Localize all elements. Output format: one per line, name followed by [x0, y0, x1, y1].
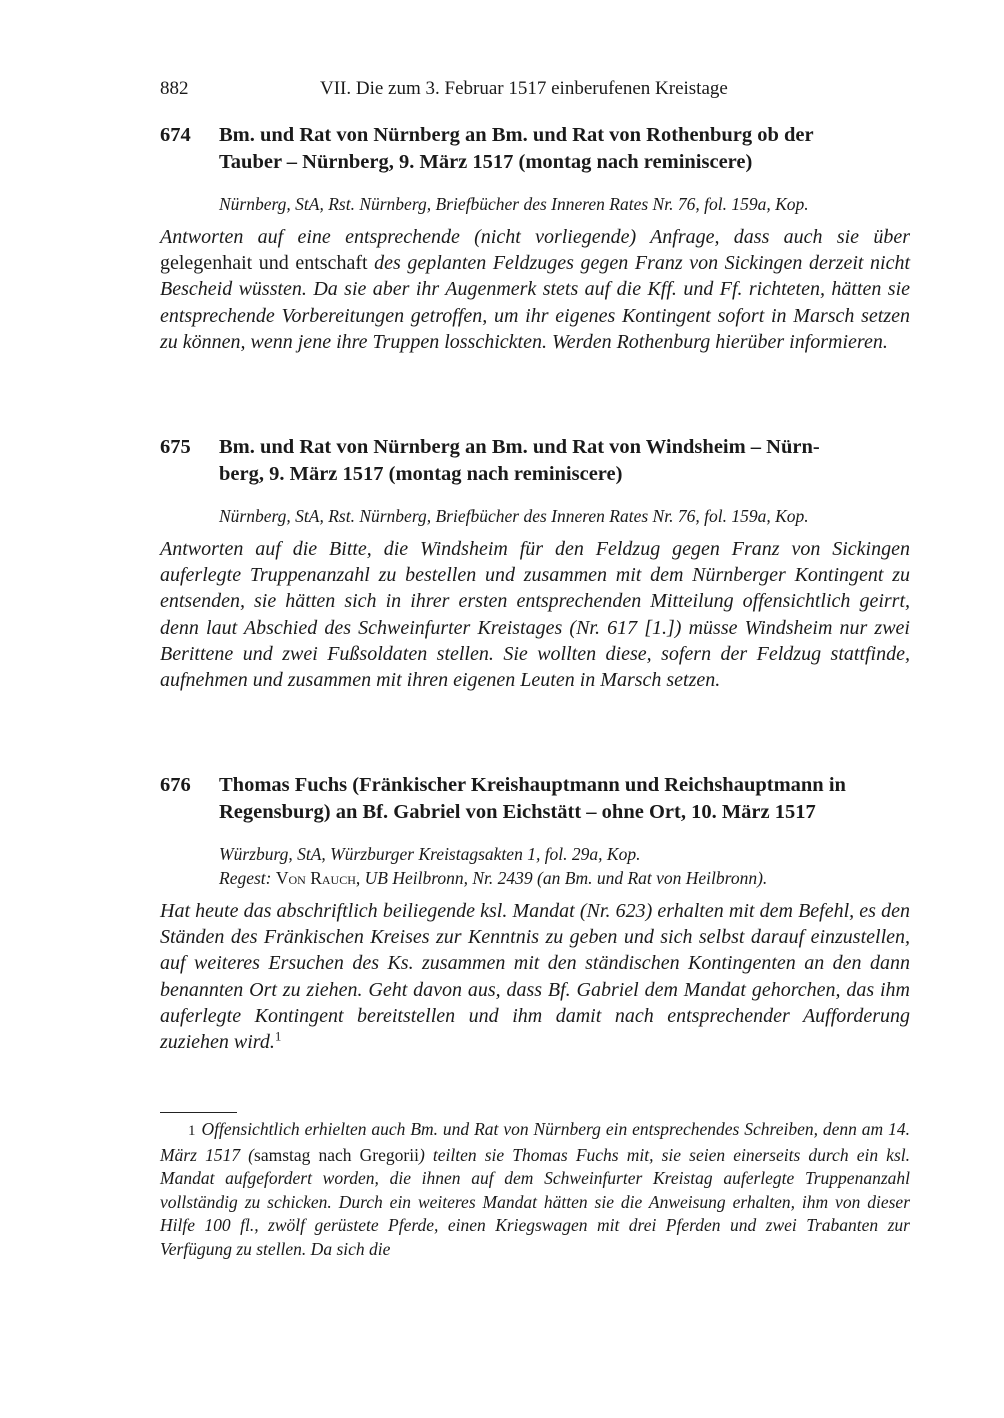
- quoted-original-text: samstag nach Gregorii: [254, 1144, 419, 1165]
- entry-title-line: berg, 9. März 1517 (montag nach reminiscere): [219, 463, 623, 485]
- entry-number: 676: [160, 774, 191, 796]
- regest-author: Von Rauch,: [275, 868, 361, 888]
- footnote-text: ) teilten sie Thomas Fuchs mit, sie seien einerseits durch ein ksl. Mandat aufgefordert worden, die ihnen auf dem Schweinfurter Kreistag auferlegte Truppenanzahl vollständig zu schicken. Durch ein weiteres Mandat hätten sie die Anweisung erhalten, ihm von dieser Hilfe 100 fl., zwölf gerüstete Pferde, einen Kriegswagen mit drei Pferden und zwei Trabanten zur Verfügung zu stellen. Da sich die: [160, 1144, 910, 1259]
- archive-source: [160, 842, 910, 890]
- document-page: [160, 78, 911, 1259]
- footnote-mark: 1: [188, 1123, 196, 1139]
- entry-number: 675: [160, 436, 191, 458]
- entry-summary: [160, 898, 910, 1055]
- footnote-text: Offensichtlich erhielten auch Bm. und Rat von Nürnberg ein entsprechendes Schreiben, denn am 14. März 1517 (: [160, 1119, 910, 1165]
- running-title: VII. Die zum 3. Februar 1517 einberufenen Kreistage: [320, 78, 728, 99]
- quoted-original-text: gelegenhait und entschaft: [160, 252, 368, 275]
- entry-number: 674: [160, 124, 191, 146]
- archive-source: Nürnberg, StA, Rst. Nürnberg, Briefbücher des Inneren Rates Nr. 76, fol. 159a, Kop.: [219, 506, 809, 526]
- footnote-reference[interactable]: 1: [274, 1028, 282, 1044]
- summary-text: des geplanten Feldzuges gegen Franz von Sickingen derzeit nicht Bescheid wüssten. Da sie aber ihr Augenmerk stets auf die Kff. und Ff. richteten, hätten sie entsprechende Vorbereitungen getroffen, um ihr eigenes Kontingent sofort in Marsch setzen zu können, wenn jene ihre Truppen losschickten. Werden Rothenburg hierüber informieren.: [160, 252, 911, 353]
- running-header: [160, 78, 910, 108]
- entry-title-line: Bm. und Rat von Nürnberg an Bm. und Rat von Rothenburg ob der: [219, 124, 814, 146]
- entry-676: [160, 772, 910, 1055]
- entry-summary: [160, 224, 910, 355]
- entry-674: [160, 122, 910, 355]
- entry-title-line: Regensburg) an Bf. Gabriel von Eichstätt – ohne Ort, 10. März 1517: [219, 801, 816, 823]
- footnote-divider: [160, 1112, 237, 1113]
- source-line: Würzburg, StA, Würzburger Kreistagsakten 1, fol. 29a, Kop.: [219, 844, 641, 864]
- page-number: 882: [160, 78, 189, 99]
- regest-reference: UB Heilbronn, Nr. 2439 (an Bm. und Rat von Heilbronn).: [364, 868, 768, 888]
- entry-title-line: Tauber – Nürnberg, 9. März 1517 (montag nach reminiscere): [219, 151, 753, 173]
- entry-summary: Antworten auf die Bitte, die Windsheim für den Feldzug gegen Franz von Sickingen auferlegte Truppenanzahl zu bestellen und zusammen mit dem Nürnberger Kontingent zu entsenden, sie hätten sich in ihrer ersten entsprechenden Mitteilung offensichtlich geirrt, denn laut Abschied des Schweinfurter Kreistages (Nr. 617 [1.]) müsse Windsheim nur zwei Berittene und zwei Fußsoldaten stellen. Sie wollten diese, sofern der Feldzug stattfinde, aufnehmen und zusammen mit ihren eigenen Leuten in Marsch setzen.: [160, 538, 910, 692]
- entry-675: [160, 434, 910, 693]
- entry-title-line: Bm. und Rat von Nürnberg an Bm. und Rat von Windsheim – Nürn-: [219, 436, 820, 458]
- entry-heading: [160, 434, 910, 488]
- summary-text: Antworten auf eine entsprechende (nicht vorliegende) Anfrage, dass auch sie über: [160, 226, 910, 248]
- entry-title-line: Thomas Fuchs (Fränkischer Kreishauptmann und Reichshauptmann in: [219, 774, 846, 796]
- summary-text: Hat heute das abschriftlich beiliegende ksl. Mandat (Nr. 623) erhalten mit dem Befehl, es den Ständen des Fränkischen Kreises zur Kenntnis zu geben und sich selbst darauf einzustellen, auf weiteres Ersuchen des Ks. zusammen mit den ständischen Kontingenten an den dann benannten Ort zu ziehen. Geht davon aus, dass Bf. Gabriel dem Mandat gehorchen, das ihm auferlegte Kontingent bereitstellen und ihm damit nach entsprechender Aufforderung zuziehen wird.: [160, 900, 910, 1054]
- entry-heading: [160, 772, 910, 826]
- footnote: [160, 1118, 910, 1261]
- entry-heading: [160, 122, 910, 176]
- regest-label: Regest:: [219, 868, 272, 888]
- regest-line: [219, 866, 910, 890]
- archive-source: Nürnberg, StA, Rst. Nürnberg, Briefbücher des Inneren Rates Nr. 76, fol. 159a, Kop.: [219, 194, 809, 214]
